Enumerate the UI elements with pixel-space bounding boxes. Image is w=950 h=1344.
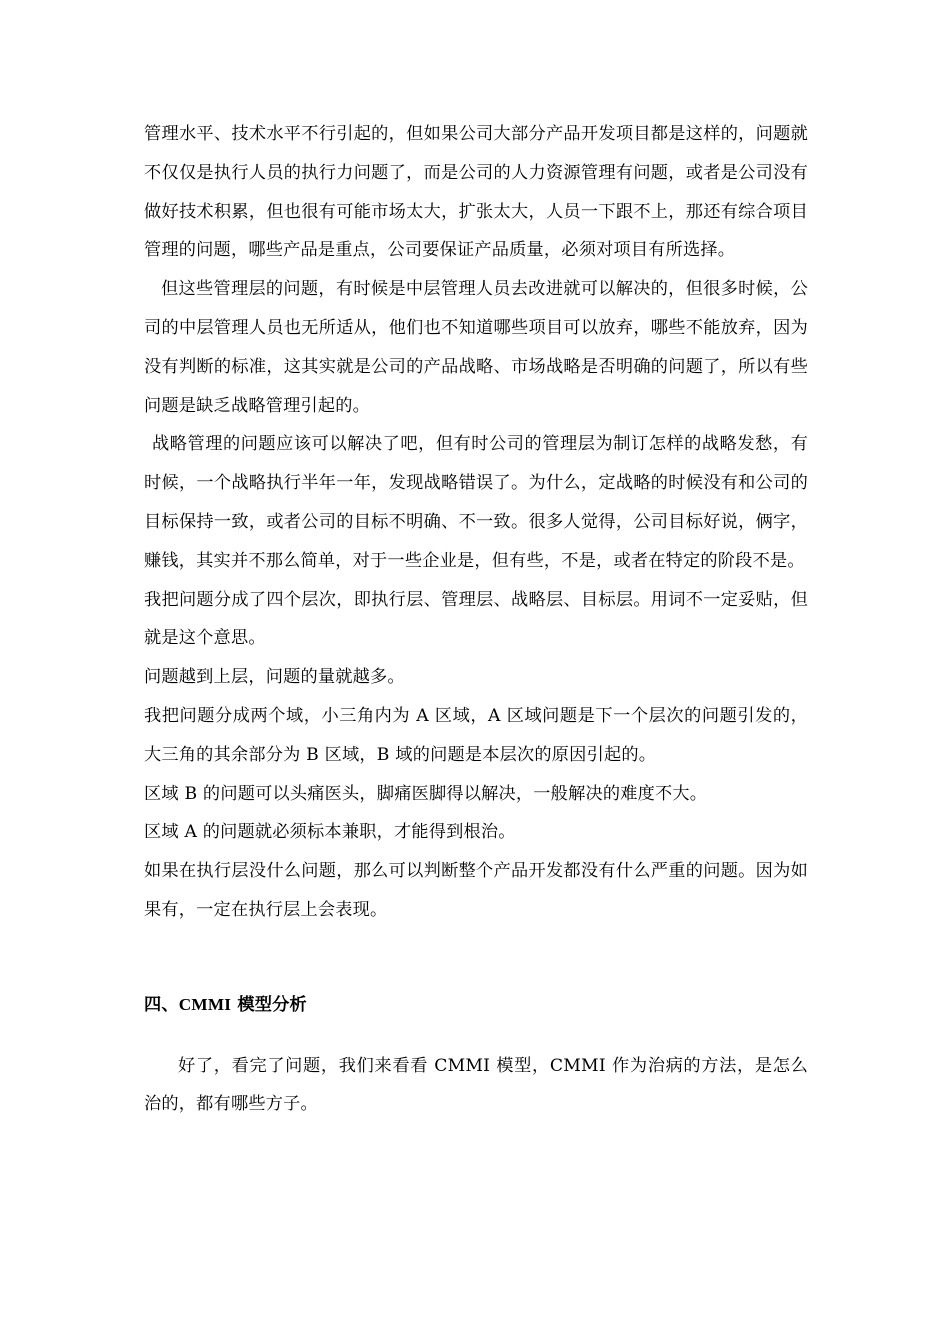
paragraph-upper-levels: 问题越到上层，问题的量就越多。: [144, 667, 405, 688]
paragraph-region-a: 区域 A 的问题就必须标本兼职，才能得到根治。: [144, 822, 516, 843]
section-heading: [144, 986, 808, 1025]
section-heading-latin: CMMI: [178, 994, 232, 1014]
document-body: [144, 115, 808, 1124]
section-heading-suffix: 模型分析: [231, 994, 307, 1015]
section-heading-prefix: 四、: [144, 994, 179, 1015]
paragraph-cmmi-intro: 好了，看完了问题，我们来看看 CMMI 模型，CMMI 作为治病的方法，是怎么治的，都有哪些方子。: [144, 1055, 808, 1115]
section-spacer: [144, 930, 808, 986]
heading-spacer: [144, 1025, 808, 1047]
paragraph-middle-management: 但这些管理层的问题，有时候是中层管理人员去改进就可以解决的，但很多时候，公司的中层管理人员也无所适从，他们也不知道哪些项目可以放弃，哪些不能放弃，因为没有判断的标准，这其实就是公司的产品战略、市场战略是否明确的问题了，所以有些问题是缺乏战略管理引起的。: [144, 279, 808, 416]
paragraph-four-levels: 我把问题分成了四个层次，即执行层、管理层、战略层、目标层。用词不一定妥贴，但就是这个意思。: [144, 589, 808, 649]
paragraph-two-domains: 我把问题分成两个域，小三角内为 A 区域，A 区域问题是下一个层次的问题引发的，大三角的其余部分为 B 区域，B 域的问题是本层次的原因引起的。: [144, 705, 808, 765]
paragraph-strategy-management: 战略管理的问题应该可以解决了吧，但有时公司的管理层为制订怎样的战略发愁，有时候，一个战略执行半年一年，发现战略错误了。为什么，定战略的时候没有和公司的目标保持一致，或者公司的目标不明确、不一致。很多人觉得，公司目标好说，俩字，赚钱，其实并不那么简单，对于一些企业是，但有些，不是，或者在特定的阶段不是。: [144, 434, 808, 571]
paragraph-region-b: 区域 B 的问题可以头痛医头，脚痛医脚得以解决，一般解决的难度不大。: [144, 783, 708, 804]
paragraph-hr-management: 管理水平、技术水平不行引起的，但如果公司大部分产品开发项目都是这样的，问题就不仅仅是执行人员的执行力问题了，而是公司的人力资源管理有问题，或者是公司没有做好技术积累，但也很有可能市场太大，扩张太大，人员一下跟不上，那还有综合项目管理的问题，哪些产品是重点，公司要保证产品质量，必须对项目有所选择。: [144, 124, 808, 261]
paragraph-execution-layer: 如果在执行层没什么问题，那么可以判断整个产品开发都没有什么严重的问题。因为如果有，一定在执行层上会表现。: [144, 861, 808, 920]
